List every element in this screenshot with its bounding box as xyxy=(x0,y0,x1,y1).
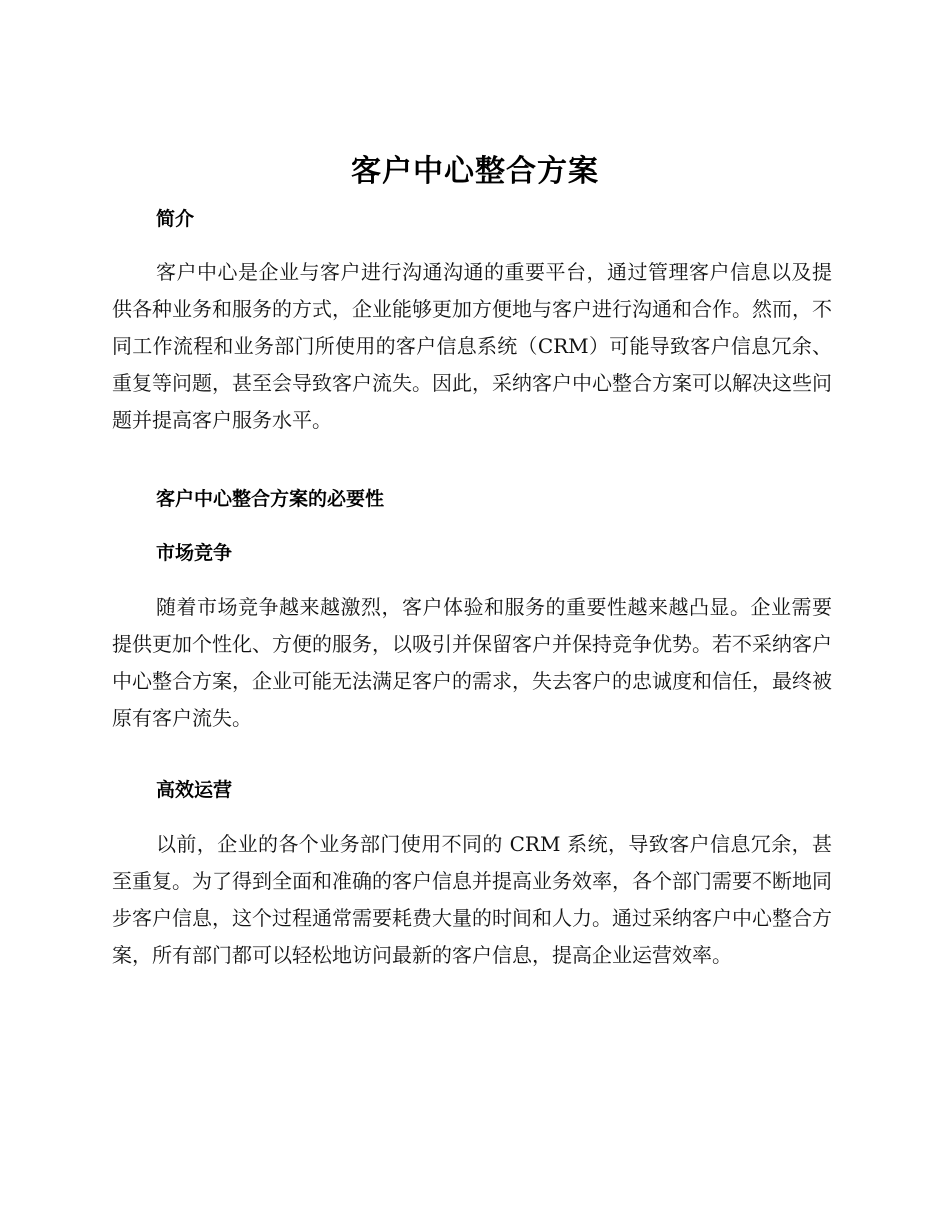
section-heading-market-competition: 市场竞争 xyxy=(156,542,233,564)
section-heading-intro: 简介 xyxy=(156,208,195,230)
section-heading-efficient-operations: 高效运营 xyxy=(156,779,233,801)
section-paragraph-intro: 客户中心是企业与客户进行沟通沟通的重要平台，通过管理客户信息以及提供各种业务和服务的方式，企业能够更加方便地与客户进行沟通和合作。然而，不同工作流程和业务部门所使用的客户信息系统（CRM）可能导致客户信息冗余、重复等问题，甚至会导致客户流失。因此，采纳客户中心整合方案可以解决这些问题并提高客户服务水平。 xyxy=(112,260,832,432)
section-paragraph-efficient-operations: 以前，企业的各个业务部门使用不同的 CRM 系统，导致客户信息冗余，甚至重复。为了得到全面和准确的客户信息并提高业务效率，各个部门需要不断地同步客户信息，这个过程通常需要耗费大量的时间和人力。通过采纳客户中心整合方案，所有部门都可以轻松地访问最新的客户信息，提高企业运营效率。 xyxy=(112,832,832,967)
section-heading-necessity: 客户中心整合方案的必要性 xyxy=(156,488,385,510)
page-title: 客户中心整合方案 xyxy=(351,154,599,189)
section-paragraph-market-competition: 随着市场竞争越来越激烈，客户体验和服务的重要性越来越凸显。企业需要提供更加个性化、方便的服务，以吸引并保留客户并保持竞争优势。若不采纳客户中心整合方案，企业可能无法满足客户的需求，失去客户的忠诚度和信任，最终被原有客户流失。 xyxy=(112,595,832,730)
